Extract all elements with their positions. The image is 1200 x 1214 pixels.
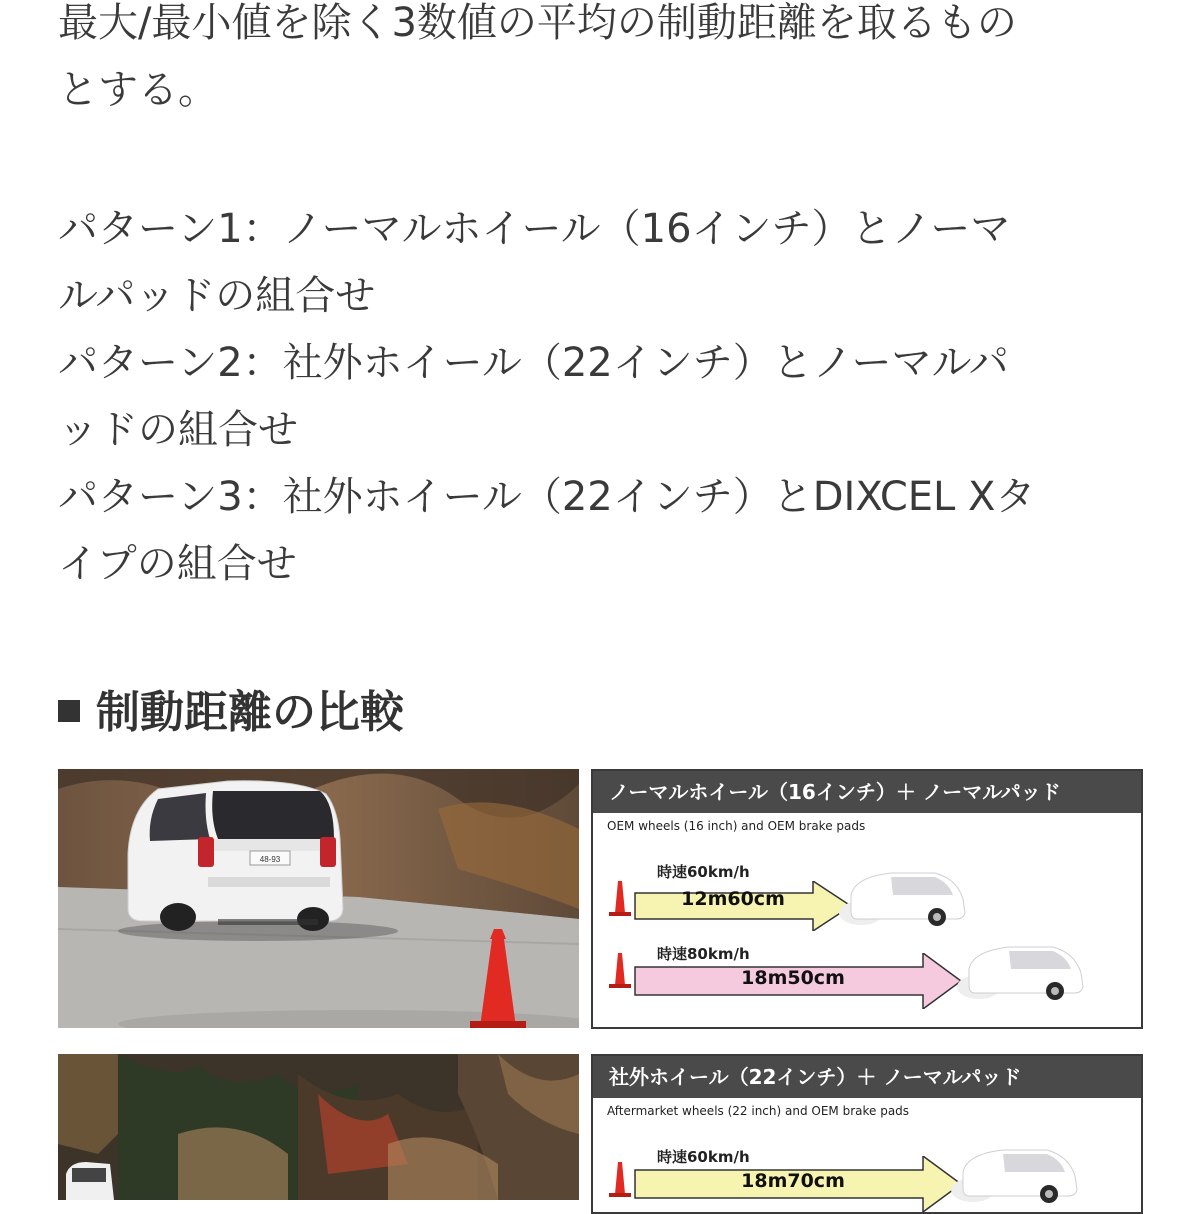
minivan-photo — [58, 769, 579, 1028]
distance-value: 12m60cm — [681, 888, 785, 910]
test-photo-1 — [58, 769, 579, 1028]
panel-1-subtitle: OEM wheels (16 inch) and OEM brake pads — [607, 819, 866, 833]
panel-2-subtitle: Aftermarket wheels (22 inch) and OEM brake pads — [607, 1104, 910, 1118]
braking-panel-1 — [591, 769, 1143, 1029]
pattern-list — [58, 196, 1035, 598]
panel-1-title: ノーマルホイール（16インチ）＋ ノーマルパッド — [593, 771, 1141, 813]
section-title: 制動距離の比較 — [96, 687, 404, 738]
section-heading — [58, 676, 404, 740]
braking-panel-2 — [591, 1054, 1143, 1214]
pattern-2-line-1: パターン2：社外ホイール（22インチ）とノーマルパ — [58, 340, 1009, 386]
pattern-1-line-2: ルパッドの組合せ — [58, 273, 376, 319]
panel-1-row-60 — [593, 861, 1141, 941]
pattern-3-line-2: イプの組合せ — [58, 541, 297, 587]
panel-1-row-80 — [593, 943, 1141, 1023]
intro-line-2: とする。 — [58, 67, 218, 113]
square-bullet-icon — [58, 700, 80, 722]
speed-label: 時速60km/h — [657, 1148, 750, 1166]
speed-label: 時速80km/h — [657, 945, 750, 963]
license-plate: 48-93 — [259, 855, 281, 864]
car-silhouette-icon — [949, 943, 1089, 1005]
test-photo-2 — [58, 1054, 579, 1200]
panel-2-row-60 — [593, 1146, 1141, 1214]
intro-line-1: 最大/最小値を除く3数値の平均の制動距離を取るもの — [58, 0, 1017, 46]
cone-icon — [607, 949, 633, 989]
distance-value: 18m50cm — [741, 967, 845, 989]
car-silhouette-icon — [831, 869, 971, 931]
intro-paragraph — [58, 0, 1017, 124]
speed-label: 時速60km/h — [657, 863, 750, 881]
forest-photo — [58, 1054, 579, 1200]
distance-value: 18m70cm — [741, 1170, 845, 1192]
cone-icon — [607, 877, 633, 917]
cone-icon — [607, 1158, 633, 1198]
pattern-1-line-1: パターン1：ノーマルホイール（16インチ）とノーマ — [58, 206, 1011, 252]
panel-2-title: 社外ホイール（22インチ）＋ ノーマルパッド — [593, 1056, 1141, 1098]
pattern-2-line-2: ッドの組合せ — [58, 407, 298, 453]
pattern-3-line-1: パターン3：社外ホイール（22インチ）とDIXCEL Xタ — [58, 474, 1036, 520]
car-silhouette-icon — [943, 1146, 1083, 1208]
